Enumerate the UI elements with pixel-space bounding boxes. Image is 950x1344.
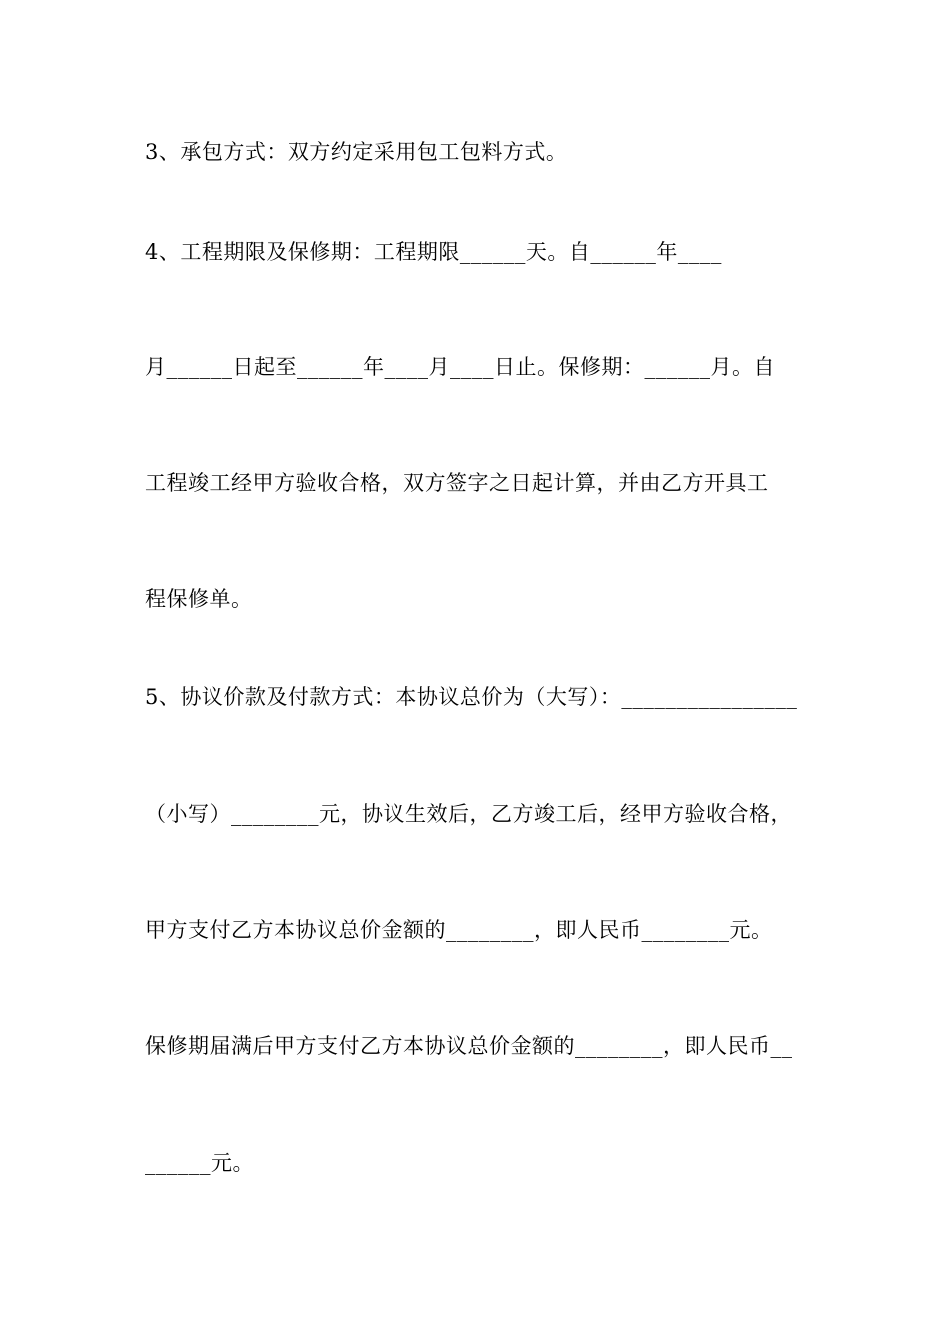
clause-4-period-line-4: 程保修单。 xyxy=(145,587,253,611)
clause-5-payment-line-1: 5、协议价款及付款方式：本协议总价为（大写）：________________ xyxy=(145,685,798,709)
clause-5-payment-line-2: （小写）________元，协议生效后，乙方竣工后，经甲方验收合格， xyxy=(145,802,792,826)
clause-5-payment-line-4: 保修期届满后甲方支付乙方本协议总价金额的________，即人民币__ xyxy=(145,1034,793,1058)
clause-5-payment-line-3: 甲方支付乙方本协议总价金额的________，即人民币________元。 xyxy=(145,918,773,942)
clause-5-payment-line-5: ______元。 xyxy=(145,1151,254,1175)
clause-4-period-line-3: 工程竣工经甲方验收合格，双方签字之日起计算，并由乙方开具工 xyxy=(145,471,769,495)
clause-4-period-line-2: 月______日起至______年____月____日止。保修期：______月。自 xyxy=(145,355,775,379)
clause-4-period-line-1: 4、工程期限及保修期：工程期限______天。自______年____ xyxy=(145,240,722,264)
clause-3-contract-method: 3、承包方式：双方约定采用包工包料方式。 xyxy=(145,140,568,164)
